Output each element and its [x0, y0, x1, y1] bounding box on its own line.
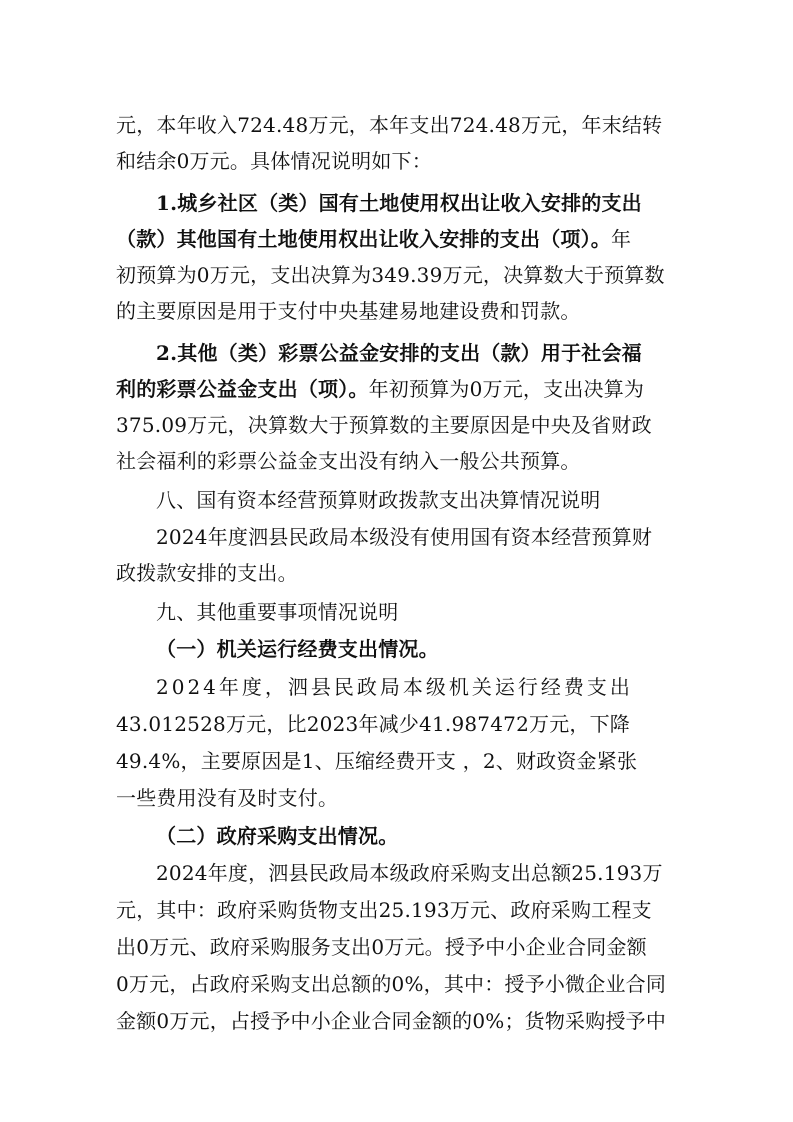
- paragraph-line: 2024年度，泗县民政局本级政府采购支出总额25.193万: [156, 861, 663, 885]
- section-heading: 九、其他重要事项情况说明: [156, 600, 399, 624]
- paragraph-line: 一些费用没有及时支付。: [116, 786, 339, 810]
- item-heading-line: 1.城乡社区（类）国有土地使用权出让收入安排的支出: [156, 191, 642, 215]
- section-heading: 八、国有资本经营预算财政拨款支出决算情况说明: [156, 488, 601, 512]
- paragraph-line: 的主要原因是用于支付中央基建易地建设费和罚款。: [116, 299, 581, 323]
- paragraph-line: 375.09万元，决算数大于预算数的主要原因是中央及省财政: [116, 413, 652, 437]
- paragraph-line: 0万元，占政府采购支出总额的0%，其中：授予小微企业合同: [116, 972, 667, 996]
- paragraph-line: 49.4%，主要原因是1、压缩经费开支 ，2、财政资金紧张: [116, 749, 638, 773]
- paragraph-line: 社会福利的彩票公益金支出没有纳入一般公共预算。: [116, 449, 581, 473]
- paragraph-line: 元，本年收入724.48万元，本年支出724.48万元，年末结转: [116, 113, 663, 137]
- paragraph-line: 2024年度，泗县民政局本级机关运行经费支出: [156, 675, 633, 699]
- paragraph-line: 政拨款安排的支出。: [116, 561, 298, 585]
- item-heading-line: 2.其他（类）彩票公益金安排的支出（款）用于社会福: [156, 341, 642, 365]
- item-heading-text: （款）其他国有土地使用权出让收入安排的支出（项）。: [116, 227, 611, 251]
- paragraph-line: 43.012528万元，比2023年减少41.987472万元，下降: [116, 712, 631, 736]
- paragraph-line: 出0万元、政府采购服务支出0万元。授予中小企业合同金额: [116, 935, 647, 959]
- paragraph-text: 年初预算为0万元，支出决算为: [368, 377, 645, 401]
- paragraph-line: 初预算为0万元，支出决算为349.39万元，决算数大于预算数: [116, 263, 665, 287]
- paragraph-line: 金额0万元，占授予中小企业合同金额的0%；货物采购授予中: [116, 1009, 667, 1033]
- paragraph-text: 年: [611, 227, 632, 251]
- paragraph-line: 2024年度泗县民政局本级没有使用国有资本经营预算财: [156, 525, 653, 549]
- item-heading-text: 利的彩票公益金支出（项）。: [116, 377, 369, 401]
- paragraph-line: 元，其中：政府采购货物支出25.193万元、政府采购工程支: [116, 898, 652, 922]
- paragraph-line: 和结余0万元。具体情况说明如下：: [116, 149, 432, 173]
- subsection-heading: （二）政府采购支出情况。: [156, 824, 399, 848]
- subsection-heading: （一）机关运行经费支出情况。: [156, 637, 439, 661]
